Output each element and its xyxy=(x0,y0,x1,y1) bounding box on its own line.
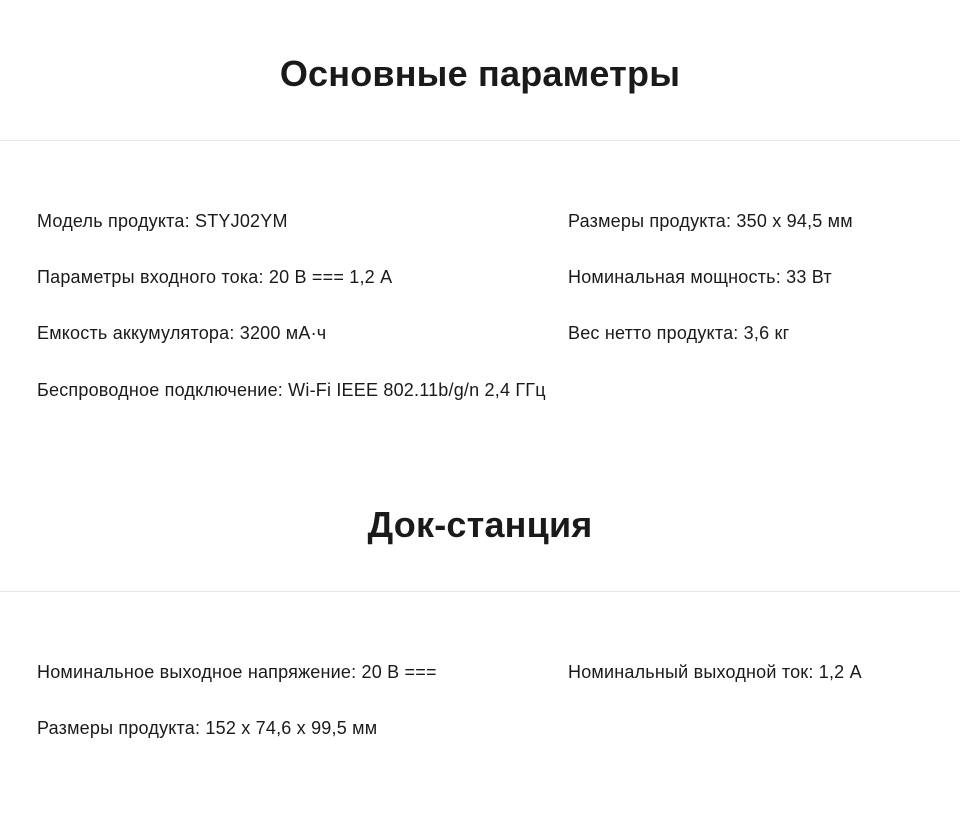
spec-dock-output-current: Номинальный выходной ток: 1,2 А xyxy=(568,662,862,682)
spec-dimensions: Размеры продукта: 350 x 94,5 мм xyxy=(568,211,853,231)
divider xyxy=(0,591,960,592)
spec-model: Модель продукта: STYJ02YM xyxy=(37,211,288,231)
section-title-main-params: Основные параметры xyxy=(279,53,681,94)
spec-input-current: Параметры входного тока: 20 В === 1,2 А xyxy=(37,267,393,287)
section-title-dock: Док-станция xyxy=(367,504,593,545)
spec-wireless: Беспроводное подключение: Wi-Fi IEEE 802.11b/g/n 2,4 ГГц xyxy=(37,380,546,400)
divider xyxy=(0,140,960,141)
spec-dock-output-voltage: Номинальное выходное напряжение: 20 В === xyxy=(37,662,437,682)
spec-net-weight: Вес нетто продукта: 3,6 кг xyxy=(568,323,790,343)
spec-dock-dimensions: Размеры продукта: 152 x 74,6 x 99,5 мм xyxy=(37,718,378,738)
spec-battery-capacity: Емкость аккумулятора: 3200 мА·ч xyxy=(37,323,327,343)
spec-rated-power: Номинальная мощность: 33 Вт xyxy=(568,267,832,287)
